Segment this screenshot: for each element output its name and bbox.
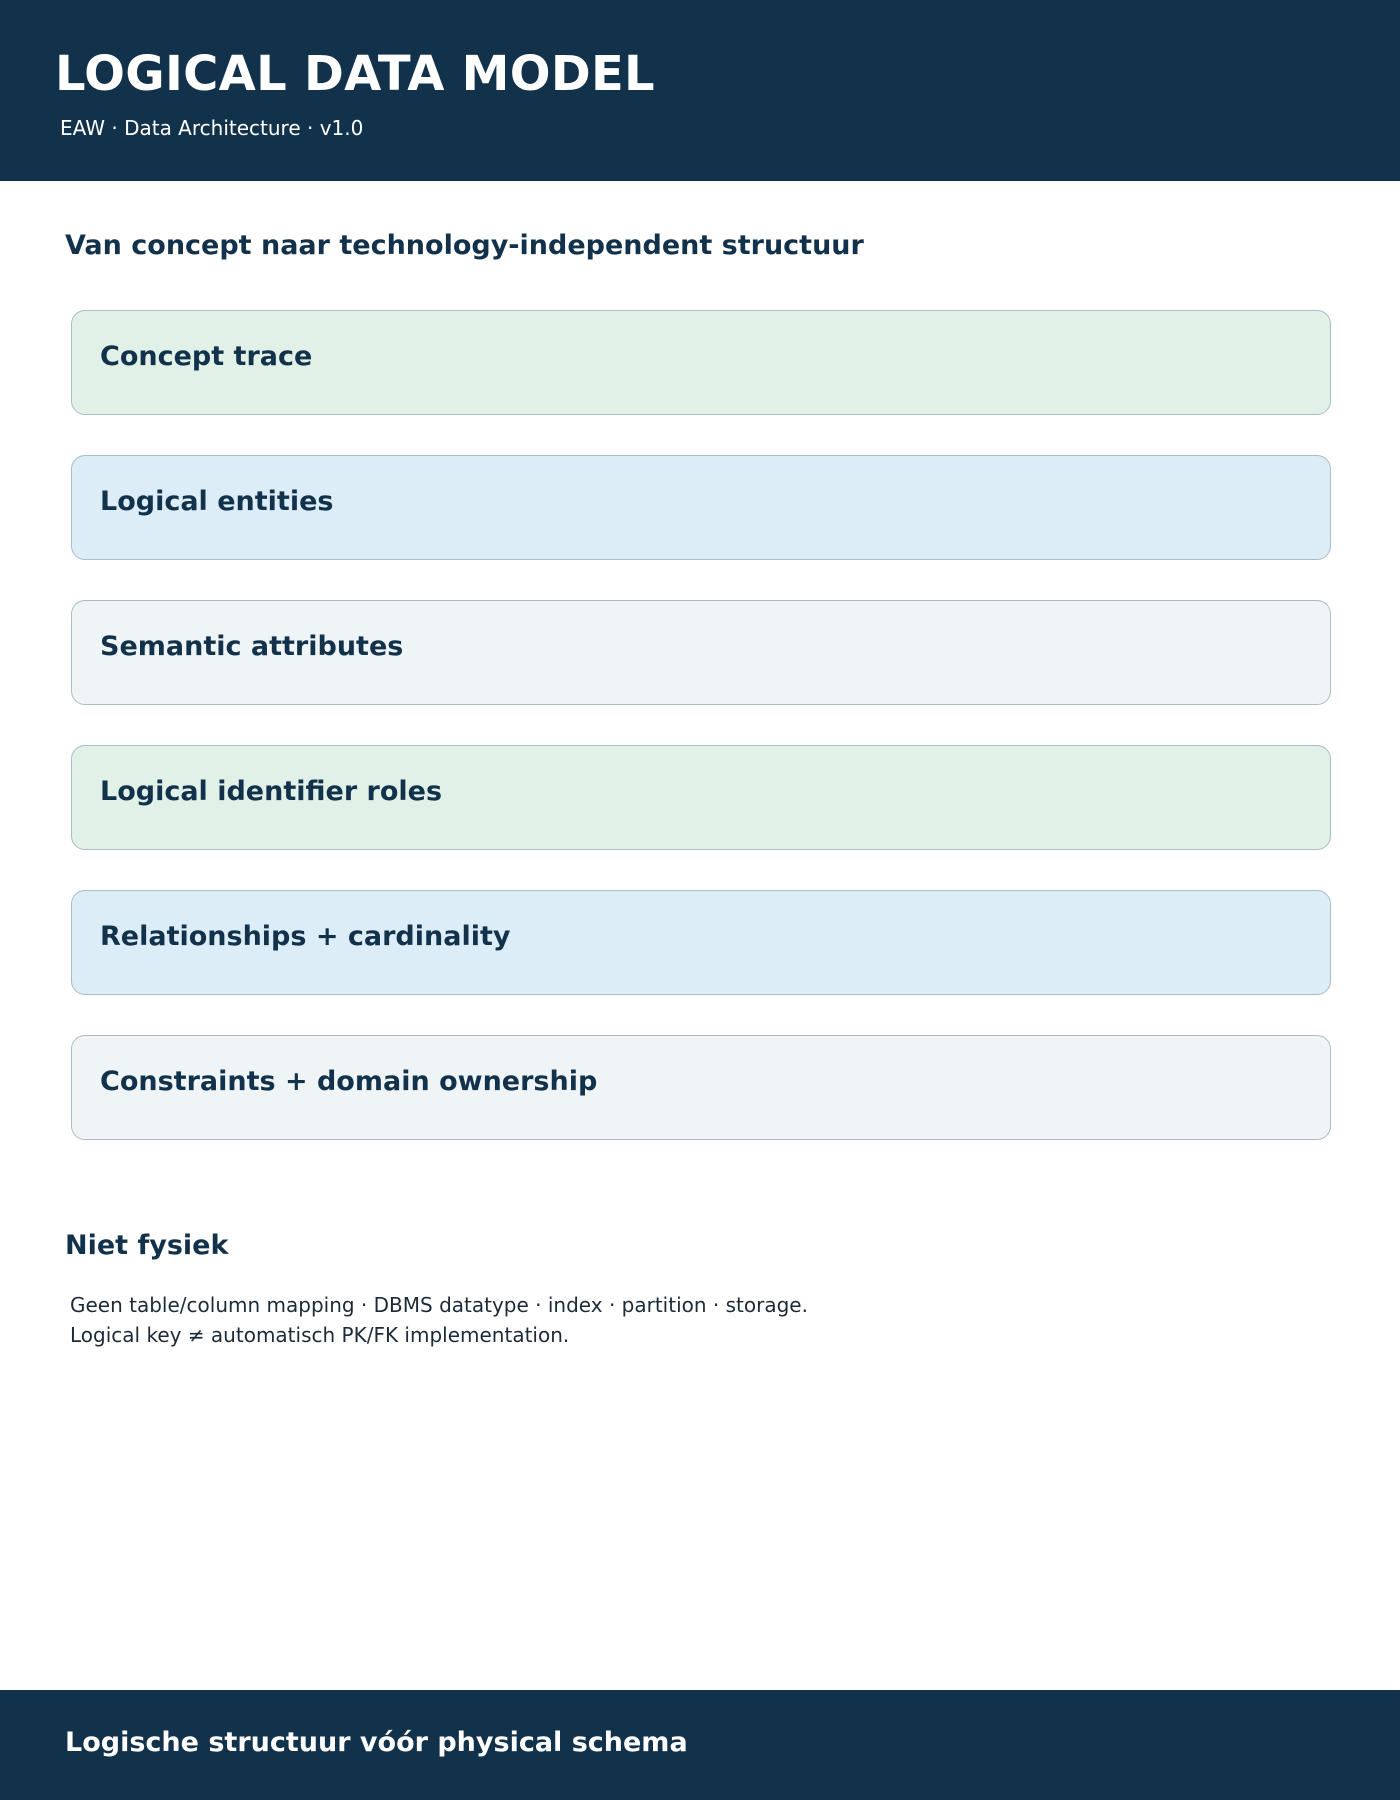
footer-text: Logische structuur vóór physical schema — [65, 1727, 688, 1758]
note-heading: Niet fysiek — [65, 1230, 229, 1261]
section-heading: Van concept naar technology-independent structuur — [65, 230, 864, 261]
step-label: Logical entities — [100, 486, 334, 517]
step-label: Relationships + cardinality — [100, 921, 511, 952]
note-line: Geen table/column mapping · DBMS datatype · index · partition · storage. — [70, 1293, 808, 1317]
step-card-semantic-attributes — [71, 600, 1331, 705]
step-label: Semantic attributes — [100, 631, 404, 662]
note-line: Logical key ≠ automatisch PK/FK implementation. — [70, 1323, 570, 1347]
step-label: Logical identifier roles — [100, 776, 443, 807]
step-card-logical-identifier-roles — [71, 745, 1331, 850]
step-card-relationships-cardinality — [71, 890, 1331, 995]
step-label: Constraints + domain ownership — [100, 1066, 598, 1097]
step-card-constraints-domain-ownership — [71, 1035, 1331, 1140]
footer-banner — [0, 1690, 1400, 1800]
header-banner — [0, 0, 1400, 181]
page-title: LOGICAL DATA MODEL — [55, 46, 655, 102]
note-text — [70, 1290, 808, 1350]
step-list — [71, 310, 1331, 1180]
step-card-logical-entities — [71, 455, 1331, 560]
step-card-concept-trace — [71, 310, 1331, 415]
page-subtitle: EAW · Data Architecture · v1.0 — [60, 116, 364, 140]
step-label: Concept trace — [100, 341, 313, 372]
